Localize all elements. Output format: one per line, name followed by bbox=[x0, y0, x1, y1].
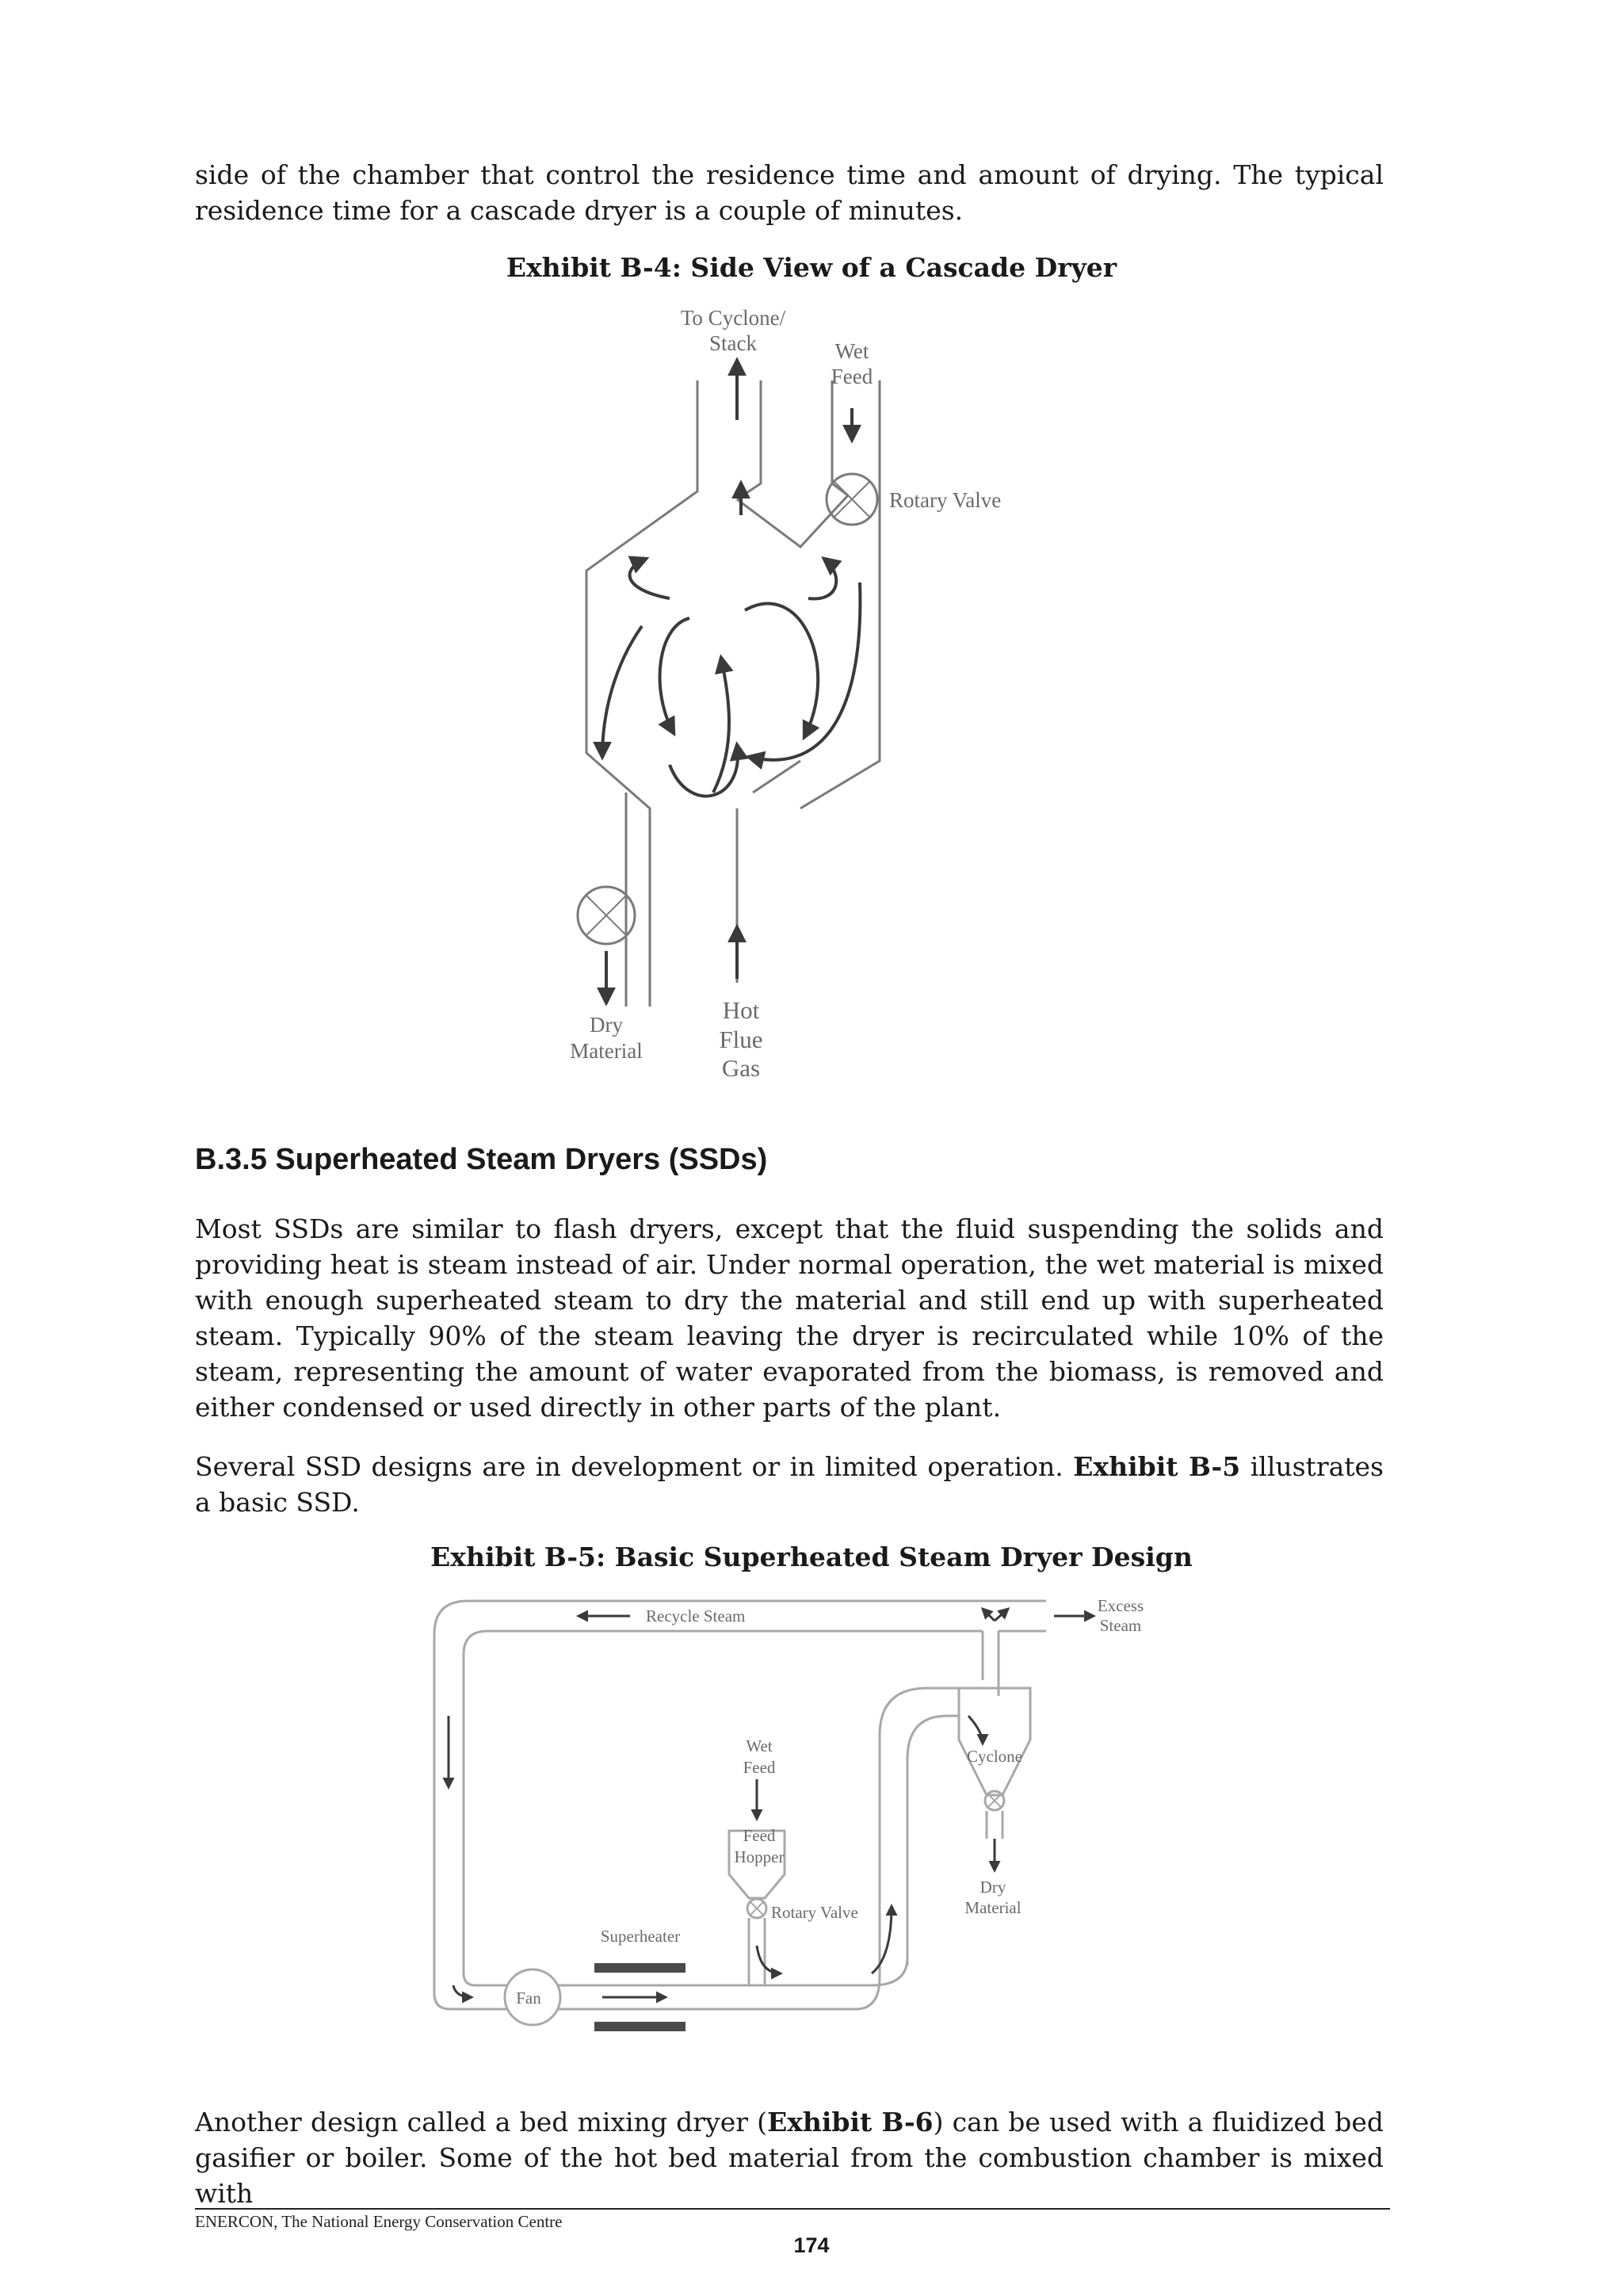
label-hot-flue-gas-3: Gas bbox=[721, 1054, 761, 1082]
label-excess-steam-2: Steam bbox=[1099, 1616, 1142, 1635]
fan-inlet-arrow bbox=[453, 1985, 472, 1997]
label-wet-feed-1: Wet bbox=[746, 1736, 773, 1755]
para2-text-before: Several SSD designs are in development or in limited operation. bbox=[195, 1451, 1074, 1482]
label-hot-flue-gas-1: Hot bbox=[722, 996, 760, 1024]
flow-arrow-2 bbox=[660, 618, 689, 733]
flow-arrow-3 bbox=[713, 658, 729, 793]
flow-arrow-1 bbox=[602, 626, 642, 757]
para2-text-after: illustrates a basic SSD. bbox=[195, 1451, 1384, 1518]
cyclone-body bbox=[959, 1688, 1030, 1795]
rotary-discharge-arrow bbox=[757, 1946, 781, 1973]
flow-arrow-7 bbox=[630, 559, 670, 598]
split-arrow-right bbox=[995, 1609, 1008, 1621]
intro-paragraph: side of the chamber that control the residence time and amount of drying. The typical residence time for a cascade dryer is a couple of minutes. bbox=[195, 159, 1384, 226]
label-recycle-steam: Recycle Steam bbox=[646, 1606, 746, 1626]
label-dry-material-2: Material bbox=[570, 1039, 643, 1063]
label-rotary-valve: Rotary Valve bbox=[771, 1903, 858, 1922]
footer-rule bbox=[195, 2208, 1390, 2210]
footer-org: ENERCON, The National Energy Conservation Centre bbox=[195, 2212, 563, 2231]
label-dry-material-2: Material bbox=[964, 1898, 1022, 1917]
label-dry-material-1: Dry bbox=[590, 1013, 623, 1037]
exhibit-b5-caption: Exhibit B-5: Basic Superheated Steam Dryer Design bbox=[430, 1541, 1193, 1572]
dryer-right-wall bbox=[800, 380, 880, 808]
label-dry-material-1: Dry bbox=[980, 1878, 1006, 1897]
closing-text-after: ) can be used with a fluidized bed gasifier or boiler. Some of the hot bed material from the combustion chamber is mixed with bbox=[195, 2107, 1384, 2209]
cascade-dryer-diagram bbox=[555, 297, 1046, 1098]
label-fan: Fan bbox=[516, 1988, 541, 2008]
label-feed-hopper-1: Feed bbox=[743, 1826, 776, 1845]
para2-exhibit-ref: Exhibit B-5 bbox=[1073, 1451, 1241, 1482]
flow-arrow-8 bbox=[808, 559, 836, 598]
label-to-cyclone-1: To Cyclone/ bbox=[680, 306, 786, 330]
recycle-pipe-inner bbox=[464, 1631, 983, 1985]
superheater-bottom-bar bbox=[594, 2022, 685, 2031]
superheated-steam-dryer-diagram bbox=[420, 1589, 1181, 2033]
closing-exhibit-ref: Exhibit B-6 bbox=[767, 2107, 934, 2137]
closing-text-before: Another design called a bed mixing dryer ( bbox=[195, 2107, 768, 2137]
label-cyclone: Cyclone bbox=[967, 1747, 1022, 1766]
label-feed-hopper-2: Hopper bbox=[734, 1847, 785, 1866]
page-number: 174 bbox=[793, 2233, 830, 2257]
dryer-riser-inner bbox=[907, 1716, 959, 1966]
flow-arrow-5 bbox=[745, 604, 818, 737]
label-superheater: Superheater bbox=[600, 1927, 681, 1946]
dryer-riser-outer bbox=[880, 1688, 959, 1977]
ssd-paragraph-1: Most SSDs are similar to flash dryers, except that the fluid suspending the solids and providing heat is steam instead of air. Under normal operation, the wet material is mixed with enough superheated steam to dry the material and still end up with superheated steam. Typically 90% of the steam leaving the dryer is recirculated while 10% of the steam, representing the amount of water evaporated from the biomass, is removed and either condensed or used directly in other parts of the plant. bbox=[195, 1213, 1384, 1423]
label-wet-feed-2: Feed bbox=[743, 1758, 776, 1777]
cyclone-inlet-arrow bbox=[968, 1716, 983, 1744]
recycle-pipe-outer bbox=[434, 1601, 1046, 2009]
label-wet-feed-2: Feed bbox=[831, 365, 873, 388]
label-hot-flue-gas-2: Flue bbox=[719, 1026, 763, 1053]
superheater-top-bar bbox=[594, 1963, 685, 1973]
label-wet-feed-1: Wet bbox=[834, 339, 869, 363]
riser-up-arrow bbox=[872, 1906, 892, 1973]
label-rotary-valve: Rotary Valve bbox=[889, 488, 1002, 512]
section-heading: B.3.5 Superheated Steam Dryers (SSDs) bbox=[195, 1143, 768, 1176]
exhibit-b4-caption: Exhibit B-4: Side View of a Cascade Dryer bbox=[506, 252, 1117, 283]
split-arrow-left bbox=[983, 1609, 995, 1621]
label-excess-steam-1: Excess bbox=[1097, 1596, 1144, 1615]
label-to-cyclone-2: Stack bbox=[709, 331, 757, 355]
closing-paragraph bbox=[195, 2104, 1384, 2211]
ssd-paragraph-2 bbox=[195, 1449, 1384, 1520]
